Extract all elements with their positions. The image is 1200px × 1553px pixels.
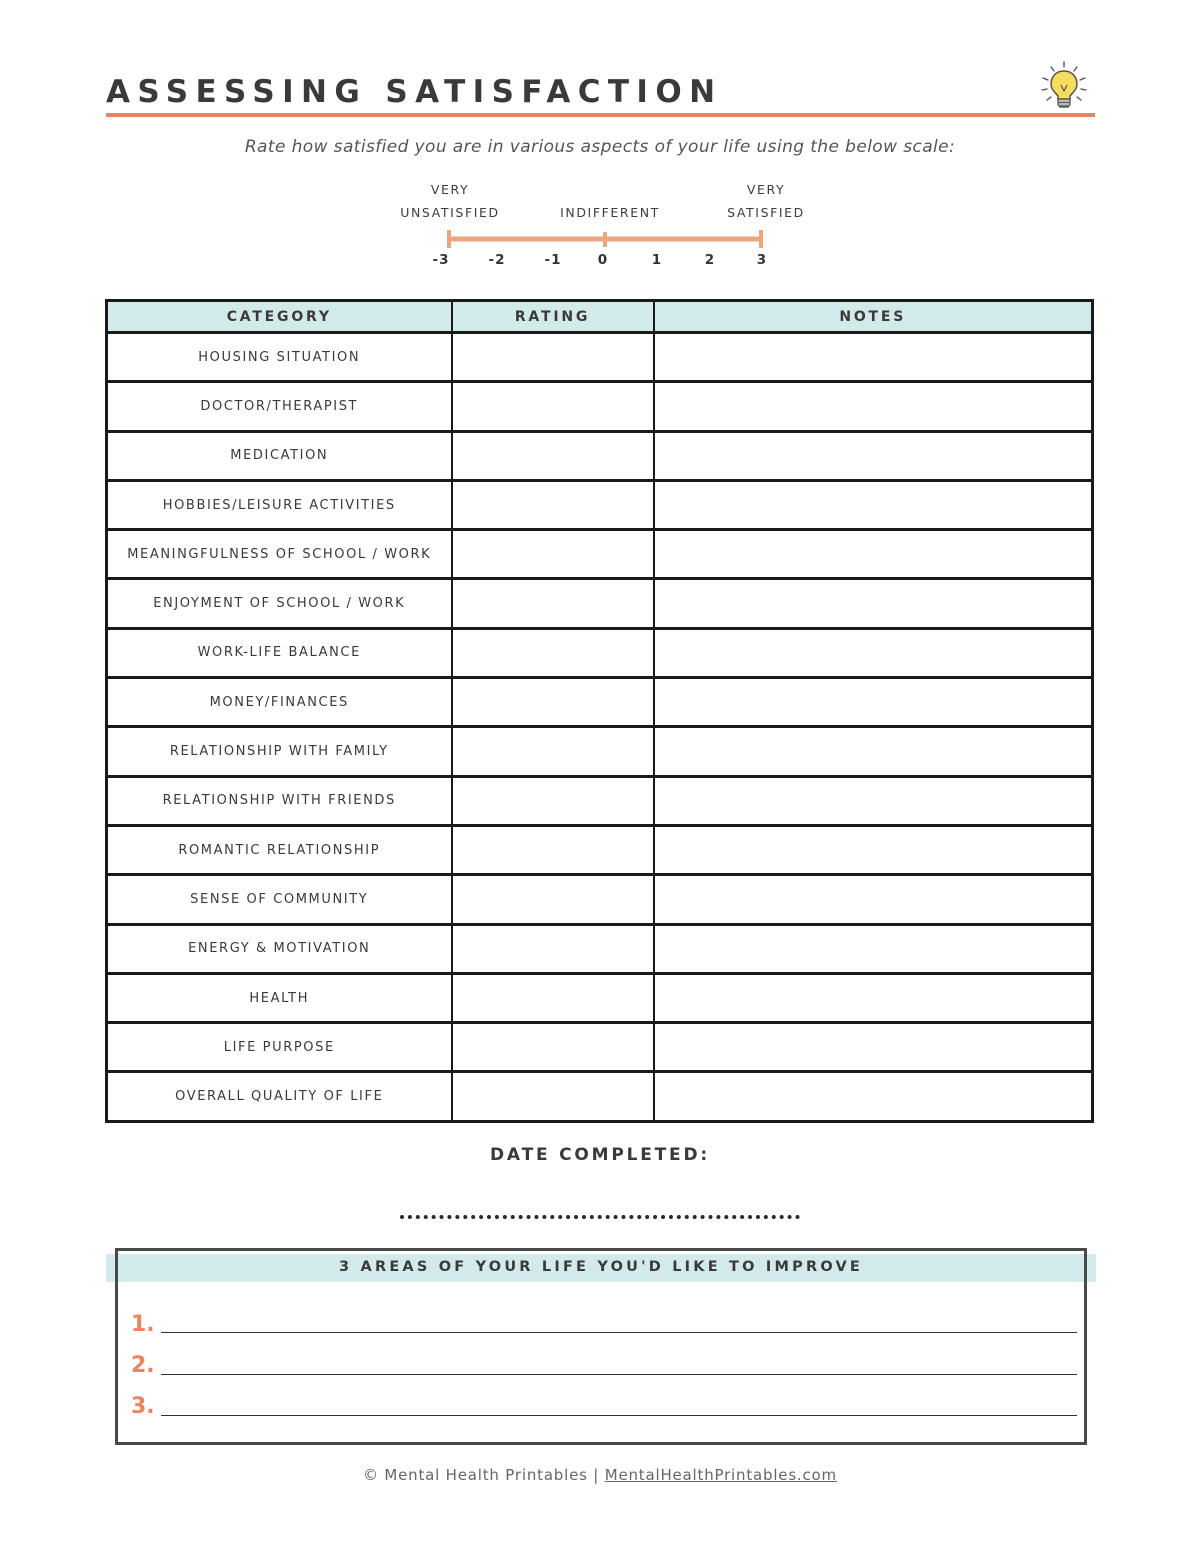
notes-cell[interactable]	[654, 875, 1093, 924]
category-cell: ENJOYMENT OF SCHOOL / WORK	[107, 579, 452, 628]
scale-value: 3	[756, 252, 768, 268]
scale-tick-right	[759, 230, 763, 248]
notes-cell[interactable]	[654, 924, 1093, 973]
category-cell: ENERGY & MOTIVATION	[107, 924, 452, 973]
rating-cell[interactable]	[452, 480, 654, 529]
notes-cell[interactable]	[654, 678, 1093, 727]
scale-value: 1	[651, 252, 663, 268]
instructions-text: Rate how satisfied you are in various aspects of your life using the below scale:	[244, 137, 956, 157]
table-row	[107, 776, 1093, 825]
satisfaction-scale-bar	[440, 228, 770, 252]
scale-value: -1	[544, 252, 562, 268]
scale-value: -3	[432, 252, 450, 268]
category-cell: SENSE OF COMMUNITY	[107, 875, 452, 924]
table-row	[107, 924, 1093, 973]
notes-cell[interactable]	[654, 579, 1093, 628]
table-row	[107, 973, 1093, 1022]
rating-cell[interactable]	[452, 579, 654, 628]
notes-cell[interactable]	[654, 1023, 1093, 1072]
rating-cell[interactable]	[452, 973, 654, 1022]
notes-cell[interactable]	[654, 530, 1093, 579]
rating-cell[interactable]	[452, 776, 654, 825]
notes-cell[interactable]	[654, 973, 1093, 1022]
table-row	[107, 1023, 1093, 1072]
improve-item-number: 2.	[131, 1353, 155, 1378]
category-cell: OVERALL QUALITY OF LIFE	[107, 1072, 452, 1121]
table-row	[107, 1072, 1093, 1121]
column-header-notes: NOTES	[654, 301, 1093, 333]
table-row	[107, 727, 1093, 776]
category-cell: LIFE PURPOSE	[107, 1023, 452, 1072]
scale-tick-middle	[603, 232, 607, 247]
table-row	[107, 431, 1093, 480]
rating-cell[interactable]	[452, 727, 654, 776]
improve-areas-title: 3 AREAS OF YOUR LIFE YOU'D LIKE TO IMPROVE	[339, 1259, 863, 1275]
category-cell: MEANINGFULNESS OF SCHOOL / WORK	[107, 530, 452, 579]
table-row	[107, 875, 1093, 924]
category-cell: WORK-LIFE BALANCE	[107, 628, 452, 677]
category-cell: ROMANTIC RELATIONSHIP	[107, 825, 452, 874]
notes-cell[interactable]	[654, 333, 1093, 382]
notes-cell[interactable]	[654, 431, 1093, 480]
date-completed-field[interactable]	[400, 1215, 800, 1219]
notes-cell[interactable]	[654, 480, 1093, 529]
rating-cell[interactable]	[452, 431, 654, 480]
footer-credit	[0, 1466, 1200, 1484]
title-underline	[106, 113, 1095, 117]
notes-cell[interactable]	[654, 1072, 1093, 1121]
rating-cell[interactable]	[452, 382, 654, 431]
table-row	[107, 530, 1093, 579]
date-completed-label: DATE COMPLETED:	[490, 1145, 710, 1165]
category-cell: MEDICATION	[107, 431, 452, 480]
rating-cell[interactable]	[452, 825, 654, 874]
improve-item-2-field[interactable]	[161, 1374, 1077, 1375]
rating-cell[interactable]	[452, 1023, 654, 1072]
notes-cell[interactable]	[654, 382, 1093, 431]
table-row	[107, 579, 1093, 628]
scale-value: 2	[704, 252, 716, 268]
table-row	[107, 382, 1093, 431]
category-cell: HEALTH	[107, 973, 452, 1022]
table-row	[107, 825, 1093, 874]
category-cell: MONEY/FINANCES	[107, 678, 452, 727]
notes-cell[interactable]	[654, 727, 1093, 776]
satisfaction-table	[105, 299, 1094, 1123]
scale-value: 0	[597, 252, 609, 268]
table-row	[107, 678, 1093, 727]
table-row	[107, 480, 1093, 529]
rating-cell[interactable]	[452, 333, 654, 382]
lightbulb-icon	[1036, 58, 1092, 112]
scale-tick-left	[447, 230, 451, 248]
category-cell: HOBBIES/LEISURE ACTIVITIES	[107, 480, 452, 529]
footer-website-link[interactable]: MentalHealthPrintables.com	[604, 1466, 837, 1484]
scale-value: -2	[488, 252, 506, 268]
page-title: ASSESSING SATISFACTION	[106, 74, 723, 110]
category-cell: RELATIONSHIP WITH FAMILY	[107, 727, 452, 776]
notes-cell[interactable]	[654, 776, 1093, 825]
improve-item-number: 1.	[131, 1312, 155, 1337]
table-header-row	[107, 301, 1093, 333]
category-cell: DOCTOR/THERAPIST	[107, 382, 452, 431]
improve-item-1-field[interactable]	[161, 1332, 1077, 1333]
category-cell: RELATIONSHIP WITH FRIENDS	[107, 776, 452, 825]
rating-cell[interactable]	[452, 1072, 654, 1121]
rating-cell[interactable]	[452, 875, 654, 924]
table-body	[107, 333, 1093, 1122]
category-cell: HOUSING SITUATION	[107, 333, 452, 382]
notes-cell[interactable]	[654, 825, 1093, 874]
rating-cell[interactable]	[452, 628, 654, 677]
improve-item-3-field[interactable]	[161, 1415, 1077, 1416]
notes-cell[interactable]	[654, 628, 1093, 677]
column-header-category: CATEGORY	[107, 301, 452, 333]
scale-label-indifferent: INDIFFERENT	[560, 205, 660, 220]
table-row	[107, 628, 1093, 677]
footer-copyright: © Mental Health Printables |	[363, 1466, 605, 1484]
scale-label-very-unsatisfied: VERY UNSATISFIED	[400, 182, 500, 220]
rating-cell[interactable]	[452, 924, 654, 973]
table-row	[107, 333, 1093, 382]
scale-label-very-satisfied: VERY SATISFIED	[727, 182, 805, 220]
rating-cell[interactable]	[452, 678, 654, 727]
column-header-rating: RATING	[452, 301, 654, 333]
improve-item-number: 3.	[131, 1394, 155, 1419]
rating-cell[interactable]	[452, 530, 654, 579]
